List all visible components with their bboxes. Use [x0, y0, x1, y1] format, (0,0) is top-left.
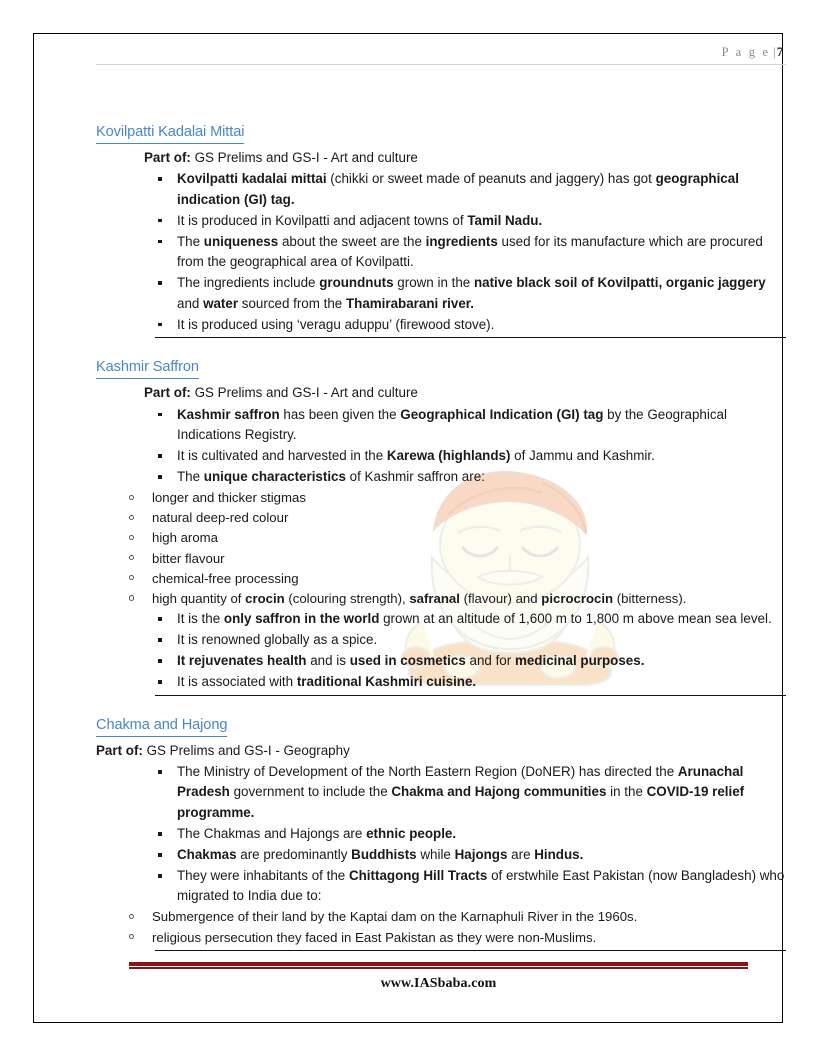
section-spacer: [96, 338, 786, 357]
bullet-text: It is the only saffron in the world grown at an altitude of 1,600 m to 1,800 m above mean sea level.: [177, 611, 772, 627]
page-number-label: [96, 46, 786, 60]
page-number: 7: [776, 45, 783, 59]
bullet-text: high quantity of crocin (colouring strength), safranal (flavour) and picrocrocin (bitterness).: [152, 590, 687, 606]
footer-rule-thin: [129, 967, 748, 969]
square-bullet-icon: [158, 413, 162, 417]
bullet-text: It is renowned globally as a spice.: [177, 632, 378, 648]
square-bullet-icon: [158, 475, 162, 479]
square-bullet-icon: [158, 638, 162, 642]
section-kovilpatti-kadalai-mittai: [96, 122, 786, 357]
square-bullet-icon: [158, 853, 162, 857]
bullet-text: The ingredients include groundnuts grown in the native black soil of Kovilpatti, organic jaggery and water sourced from the Thamirabarani river.: [177, 275, 766, 311]
bullet-item: [96, 609, 786, 630]
section-chakma-and-hajong: [96, 715, 786, 951]
circle-bullet-icon: [129, 575, 134, 580]
sub-bullet-item: [96, 589, 786, 609]
sub-bullet-list: [96, 907, 786, 947]
part-of-line: [96, 148, 786, 168]
sub-bullet-item: [96, 528, 786, 548]
footer-website[interactable]: www.IASbaba.com: [380, 976, 497, 991]
square-bullet-icon: [158, 454, 162, 458]
sub-bullet-item: [96, 488, 786, 508]
page-header: [96, 46, 786, 65]
square-bullet-icon: [158, 219, 162, 223]
header-divider: [96, 64, 786, 65]
bullet-item: [96, 467, 786, 488]
bullet-item: [96, 169, 786, 210]
section-heading[interactable]: Chakma and Hajong: [96, 715, 227, 737]
bullet-text: The unique characteristics of Kashmir saffron are:: [177, 469, 485, 485]
bullet-item: [96, 762, 786, 824]
square-bullet-icon: [158, 323, 162, 327]
bullet-item: [96, 672, 786, 693]
bullet-text: bitter flavour: [152, 550, 225, 566]
sub-bullet-item: [96, 508, 786, 528]
bullet-item: [96, 824, 786, 845]
bullet-text: It rejuvenates health and is used in cosmetics and for medicinal purposes.: [177, 653, 645, 669]
part-of-label: Part of:: [144, 385, 191, 401]
part-of-value: GS Prelims and GS-I - Art and culture: [190, 150, 418, 166]
circle-bullet-icon: [129, 515, 134, 520]
bullet-text: high aroma: [152, 530, 218, 546]
circle-bullet-icon: [129, 555, 134, 560]
bullet-text: It is associated with traditional Kashmiri cuisine.: [177, 674, 477, 690]
document-body: [96, 122, 786, 951]
bullet-text: religious persecution they faced in East Pakistan as they were non-Muslims.: [152, 929, 597, 945]
section-spacer: [96, 696, 786, 715]
circle-bullet-icon: [129, 914, 134, 919]
section-kashmir-saffron: [96, 357, 786, 714]
square-bullet-icon: [158, 770, 162, 774]
square-bullet-icon: [158, 659, 162, 663]
sub-bullet-item: [96, 928, 786, 948]
circle-bullet-icon: [129, 934, 134, 939]
bullet-text: The uniqueness about the sweet are the ingredients used for its manufacture which are procured from the geographical area of Kovilpatti.: [177, 233, 763, 270]
square-bullet-icon: [158, 617, 162, 621]
part-of-value: GS Prelims and GS-I - Geography: [142, 742, 350, 758]
circle-bullet-icon: [129, 535, 134, 540]
bullet-item: [96, 405, 786, 446]
section-heading[interactable]: Kovilpatti Kadalai Mittai: [96, 122, 244, 144]
part-of-line: [96, 741, 786, 761]
bullet-text: Chakmas are predominantly Buddhists while Hajongs are Hindus.: [177, 846, 584, 862]
bullet-list: [96, 762, 786, 948]
bullet-text: Submergence of their land by the Kaptai dam on the Karnaphuli River in the 1960s.: [152, 909, 638, 925]
bullet-item: [96, 866, 786, 907]
circle-bullet-icon: [129, 595, 134, 600]
square-bullet-icon: [158, 874, 162, 878]
square-bullet-icon: [158, 240, 162, 244]
bullet-text: It is produced in Kovilpatti and adjacent towns of Tamil Nadu.: [177, 212, 543, 228]
section-heading-row: [96, 715, 786, 739]
sub-bullet-item: [96, 907, 786, 927]
bullet-text: natural deep-red colour: [152, 510, 289, 526]
square-bullet-icon: [158, 680, 162, 684]
bullet-item: [96, 446, 786, 467]
bullet-item: [96, 630, 786, 651]
bullet-item: [96, 845, 786, 866]
section-heading-row: [96, 357, 786, 381]
section-divider: [155, 950, 786, 951]
bullet-text: chemical-free processing: [152, 570, 299, 586]
sub-bullet-item: [96, 549, 786, 569]
part-of-label: Part of:: [144, 150, 191, 166]
bullet-text: They were inhabitants of the Chittagong Hill Tracts of erstwhile East Pakistan (now Bangladesh) who migrated to India due to:: [177, 867, 785, 904]
page-separator: |: [773, 45, 776, 59]
bullet-list: [96, 169, 786, 335]
bullet-text: The Ministry of Development of the North Eastern Region (DoNER) has directed the Arunachal Pradesh government to include the Chakma and Hajong communities in the COVID-19 relief programme.: [177, 763, 745, 820]
bullet-text: Kovilpatti kadalai mittai (chikki or sweet made of peanuts and jaggery) has got geographical indication (GI) tag.: [177, 171, 739, 207]
square-bullet-icon: [158, 832, 162, 836]
bullet-item: [96, 315, 786, 336]
page-word: P a g e: [721, 45, 771, 59]
bullet-text: The Chakmas and Hajongs are ethnic people.: [177, 825, 457, 841]
part-of-label: Part of:: [96, 742, 143, 758]
bullet-text: It is cultivated and harvested in the Karewa (highlands) of Jammu and Kashmir.: [177, 448, 655, 464]
sub-bullet-list: [96, 488, 786, 609]
bullet-item: [96, 211, 786, 232]
bullet-text: It is produced using ‘veragu aduppu’ (firewood stove).: [177, 316, 495, 332]
sub-bullet-item: [96, 569, 786, 589]
section-heading-row: [96, 122, 786, 146]
sub-bullet-container: [96, 488, 786, 609]
square-bullet-icon: [158, 177, 162, 181]
part-of-line: [96, 383, 786, 403]
page-footer: [96, 962, 786, 992]
square-bullet-icon: [158, 281, 162, 285]
bullet-item: [96, 232, 786, 273]
section-heading[interactable]: Kashmir Saffron: [96, 357, 199, 379]
part-of-value: GS Prelims and GS-I - Art and culture: [190, 385, 418, 401]
bullet-item: [96, 651, 786, 672]
circle-bullet-icon: [129, 495, 134, 500]
page-frame: [33, 33, 783, 1023]
bullet-text: longer and thicker stigmas: [152, 490, 306, 506]
bullet-list: [96, 405, 786, 693]
bullet-item: [96, 273, 786, 314]
bullet-text: Kashmir saffron has been given the Geographical Indication (GI) tag by the Geographical Indications Registry.: [177, 406, 727, 443]
sub-bullet-container: [96, 907, 786, 947]
